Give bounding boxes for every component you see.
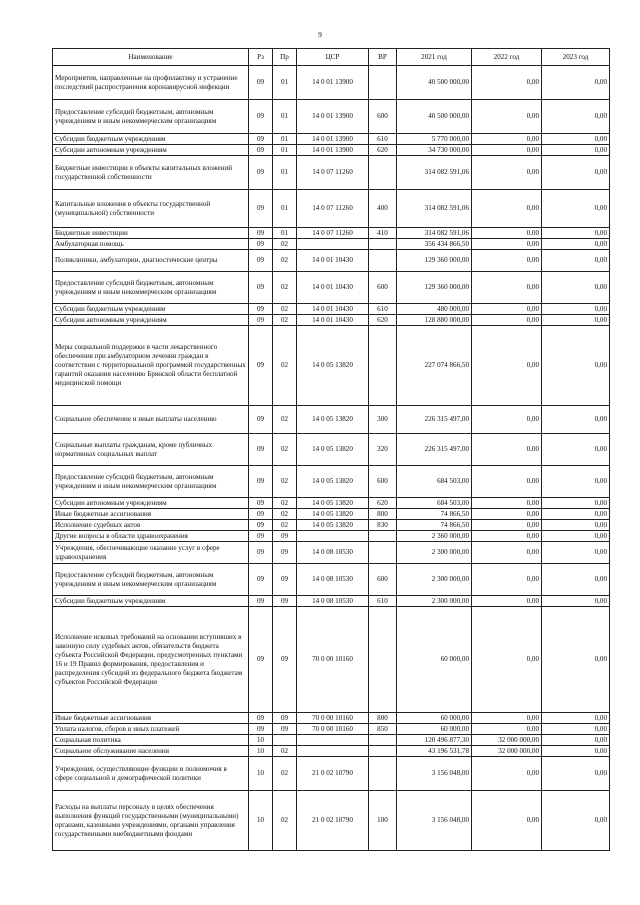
row-amount-2023: 0,00 — [542, 509, 610, 520]
row-rz: 09 — [249, 315, 273, 326]
row-rz: 09 — [249, 406, 273, 434]
row-amount-2021: 684 503,00 — [397, 498, 472, 509]
row-amount-2021: 34 730 000,00 — [397, 145, 472, 156]
row-amount-2022: 0,00 — [472, 531, 542, 542]
row-amount-2022: 0,00 — [472, 315, 542, 326]
row-amount-2021: 2 300 000,00 — [397, 542, 472, 564]
row-pr: 02 — [273, 315, 297, 326]
row-amount-2023: 0,00 — [542, 239, 610, 250]
row-amount-2021: 5 770 000,00 — [397, 134, 472, 145]
table-row — [53, 66, 610, 100]
table-row — [53, 791, 610, 851]
row-vr: 600 — [369, 272, 397, 304]
row-amount-2021: 3 156 048,00 — [397, 757, 472, 791]
row-vr — [369, 757, 397, 791]
row-rz: 09 — [249, 100, 273, 134]
table-row — [53, 239, 610, 250]
table-row — [53, 542, 610, 564]
table-row — [53, 156, 610, 190]
row-csr: 14 0 01 10430 — [297, 272, 369, 304]
row-name: Поликлиники, амбулатории, диагностические центры — [53, 250, 249, 272]
row-name: Субсидии бюджетным учреждениям — [53, 134, 249, 145]
row-amount-2023: 0,00 — [542, 713, 610, 724]
row-amount-2021: 60 000,00 — [397, 607, 472, 713]
row-amount-2021: 40 500 000,00 — [397, 66, 472, 100]
row-amount-2021: 314 082 591,06 — [397, 228, 472, 239]
row-pr: 02 — [273, 509, 297, 520]
row-pr: 02 — [273, 406, 297, 434]
row-pr: 09 — [273, 607, 297, 713]
table-row — [53, 250, 610, 272]
row-vr: 410 — [369, 228, 397, 239]
row-rz: 10 — [249, 746, 273, 757]
row-rz: 09 — [249, 250, 273, 272]
row-vr — [369, 531, 397, 542]
row-amount-2022: 0,00 — [472, 228, 542, 239]
row-amount-2023: 0,00 — [542, 724, 610, 735]
row-vr: 610 — [369, 134, 397, 145]
row-amount-2022: 0,00 — [472, 498, 542, 509]
row-amount-2022: 0,00 — [472, 304, 542, 315]
row-csr: 14 0 08 10530 — [297, 596, 369, 607]
row-name: Субсидии автономным учреждениям — [53, 498, 249, 509]
row-amount-2021: 684 503,00 — [397, 466, 472, 498]
row-rz: 09 — [249, 66, 273, 100]
row-vr: 600 — [369, 466, 397, 498]
row-pr: 02 — [273, 326, 297, 406]
row-pr: 09 — [273, 713, 297, 724]
row-pr: 02 — [273, 791, 297, 851]
table-row — [53, 564, 610, 596]
row-csr: 70 0 00 10160 — [297, 607, 369, 713]
row-amount-2021: 314 082 591,06 — [397, 156, 472, 190]
row-amount-2021: 60 000,00 — [397, 713, 472, 724]
row-vr — [369, 156, 397, 190]
row-amount-2023: 0,00 — [542, 542, 610, 564]
row-pr: 02 — [273, 746, 297, 757]
table-row — [53, 100, 610, 134]
row-amount-2021: 129 360 000,00 — [397, 272, 472, 304]
row-name: Расходы на выплаты персоналу в целях обеспечения выполнения функций государственными (муниципальными) органами, казенными учреждениями, органами управления государственными внебюджетными фондами — [53, 791, 249, 851]
table-row — [53, 735, 610, 746]
row-vr — [369, 250, 397, 272]
row-rz: 09 — [249, 145, 273, 156]
row-rz: 09 — [249, 607, 273, 713]
row-amount-2022: 0,00 — [472, 190, 542, 228]
row-amount-2021: 2 300 000,00 — [397, 564, 472, 596]
row-amount-2023: 0,00 — [542, 190, 610, 228]
row-name: Бюджетные инвестиции в объекты капитальных вложений государственной собственности — [53, 156, 249, 190]
row-csr: 14 0 01 13900 — [297, 100, 369, 134]
row-pr: 01 — [273, 228, 297, 239]
row-amount-2021: 226 315 497,00 — [397, 406, 472, 434]
row-name: Другие вопросы в области здравоохранения — [53, 531, 249, 542]
row-pr: 01 — [273, 100, 297, 134]
row-amount-2023: 0,00 — [542, 145, 610, 156]
row-amount-2021: 2 360 000,00 — [397, 531, 472, 542]
row-vr — [369, 66, 397, 100]
row-amount-2021: 2 300 000,00 — [397, 596, 472, 607]
table-row — [53, 498, 610, 509]
row-amount-2023: 0,00 — [542, 498, 610, 509]
table-row — [53, 315, 610, 326]
row-vr — [369, 735, 397, 746]
header-2021: 2021 год — [397, 49, 472, 66]
row-rz: 10 — [249, 735, 273, 746]
row-amount-2022: 0,00 — [472, 134, 542, 145]
row-amount-2023: 0,00 — [542, 228, 610, 239]
row-amount-2023: 0,00 — [542, 272, 610, 304]
row-csr: 14 0 08 10530 — [297, 542, 369, 564]
table-row — [53, 466, 610, 498]
row-amount-2023: 0,00 — [542, 596, 610, 607]
row-csr: 14 0 08 10530 — [297, 564, 369, 596]
row-pr — [273, 735, 297, 746]
row-amount-2023: 0,00 — [542, 791, 610, 851]
row-name: Меры социальной поддержки в части лекарственного обеспечения при амбулаторном лечении граждан в соответствии с территориальной программой государственных гарантий оказания населению Брянской области бесплатной медицинской помощи — [53, 326, 249, 406]
row-amount-2022: 0,00 — [472, 272, 542, 304]
row-amount-2021: 74 866,50 — [397, 509, 472, 520]
page-number: 9 — [318, 30, 322, 39]
row-amount-2022: 0,00 — [472, 156, 542, 190]
row-csr: 14 0 05 13820 — [297, 498, 369, 509]
row-vr — [369, 607, 397, 713]
row-amount-2022: 0,00 — [472, 250, 542, 272]
table-row — [53, 304, 610, 315]
row-name: Предоставление субсидий бюджетным, автономным учреждениям и иным некоммерческим организациям — [53, 272, 249, 304]
row-name: Иные бюджетные ассигнования — [53, 509, 249, 520]
row-amount-2022: 0,00 — [472, 239, 542, 250]
row-amount-2022: 0,00 — [472, 520, 542, 531]
row-amount-2021: 314 082 591,06 — [397, 190, 472, 228]
table-row — [53, 520, 610, 531]
row-name: Социальная политика — [53, 735, 249, 746]
row-pr: 02 — [273, 498, 297, 509]
row-amount-2023: 0,00 — [542, 466, 610, 498]
row-amount-2023: 0,00 — [542, 434, 610, 466]
row-rz: 09 — [249, 466, 273, 498]
row-name: Субсидии бюджетным учреждениям — [53, 304, 249, 315]
row-amount-2022: 0,00 — [472, 509, 542, 520]
row-rz: 09 — [249, 542, 273, 564]
row-name: Учреждения, обеспечивающие оказание услуг в сфере здравоохранения — [53, 542, 249, 564]
row-amount-2022: 0,00 — [472, 406, 542, 434]
row-csr: 70 0 00 10160 — [297, 713, 369, 724]
budget-table — [52, 48, 610, 851]
row-name: Субсидии автономным учреждениям — [53, 315, 249, 326]
row-rz: 09 — [249, 239, 273, 250]
row-amount-2022: 32 000 000,00 — [472, 735, 542, 746]
header-2022: 2022 год — [472, 49, 542, 66]
row-csr: 14 0 05 13820 — [297, 466, 369, 498]
row-vr: 800 — [369, 713, 397, 724]
row-amount-2022: 0,00 — [472, 713, 542, 724]
table-row — [53, 713, 610, 724]
row-amount-2023: 0,00 — [542, 531, 610, 542]
row-pr: 02 — [273, 239, 297, 250]
header-rz: Рз — [249, 49, 273, 66]
row-vr: 620 — [369, 498, 397, 509]
row-csr: 14 0 07 11260 — [297, 228, 369, 239]
table-row — [53, 724, 610, 735]
header-pr: Пр — [273, 49, 297, 66]
row-csr: 21 0 02 10790 — [297, 791, 369, 851]
row-rz: 09 — [249, 520, 273, 531]
row-rz: 09 — [249, 724, 273, 735]
row-vr: 600 — [369, 100, 397, 134]
row-amount-2021: 40 500 000,00 — [397, 100, 472, 134]
row-name: Исполнение исковых требований на основании вступивших в законную силу судебных актов, обязательств бюджета субъекта Российской Федерации, предусмотренных пунктами 16 и 19 Правил формирования, предоставления и распределения субсидий из федерального бюджета бюджетам субъектов Российской Федерации — [53, 607, 249, 713]
table-row — [53, 145, 610, 156]
row-amount-2022: 0,00 — [472, 542, 542, 564]
row-amount-2022: 0,00 — [472, 434, 542, 466]
row-csr: 14 0 05 13820 — [297, 509, 369, 520]
row-amount-2021: 60 000,00 — [397, 724, 472, 735]
header-csr: ЦСР — [297, 49, 369, 66]
row-amount-2023: 0,00 — [542, 520, 610, 531]
row-rz: 09 — [249, 134, 273, 145]
table-row — [53, 509, 610, 520]
row-amount-2022: 0,00 — [472, 145, 542, 156]
row-pr: 02 — [273, 466, 297, 498]
table-row — [53, 228, 610, 239]
row-amount-2021: 227 074 866,50 — [397, 326, 472, 406]
row-rz: 09 — [249, 509, 273, 520]
table-row — [53, 607, 610, 713]
row-amount-2022: 0,00 — [472, 326, 542, 406]
table-row — [53, 326, 610, 406]
header-name: Наименование — [53, 49, 249, 66]
row-pr: 01 — [273, 156, 297, 190]
row-name: Субсидии бюджетным учреждениям — [53, 596, 249, 607]
row-amount-2022: 32 000 000,00 — [472, 746, 542, 757]
row-csr — [297, 746, 369, 757]
table-row — [53, 406, 610, 434]
row-pr: 02 — [273, 272, 297, 304]
row-vr — [369, 239, 397, 250]
row-csr: 14 0 05 13820 — [297, 434, 369, 466]
row-amount-2023: 0,00 — [542, 315, 610, 326]
row-name: Предоставление субсидий бюджетным, автономным учреждениям и иным некоммерческим организациям — [53, 100, 249, 134]
row-vr: 620 — [369, 145, 397, 156]
row-amount-2023: 0,00 — [542, 250, 610, 272]
row-amount-2023: 0,00 — [542, 735, 610, 746]
row-csr — [297, 735, 369, 746]
row-amount-2021: 480 000,00 — [397, 304, 472, 315]
row-vr: 610 — [369, 596, 397, 607]
header-2023: 2023 год — [542, 49, 610, 66]
row-pr: 02 — [273, 304, 297, 315]
row-name: Бюджетные инвестиции — [53, 228, 249, 239]
table-row — [53, 746, 610, 757]
row-name: Социальное обслуживание населения — [53, 746, 249, 757]
table-body — [53, 66, 610, 851]
row-amount-2022: 0,00 — [472, 791, 542, 851]
row-rz: 10 — [249, 791, 273, 851]
row-vr: 610 — [369, 304, 397, 315]
row-vr: 830 — [369, 520, 397, 531]
row-name: Субсидии автономным учреждениям — [53, 145, 249, 156]
row-pr: 01 — [273, 66, 297, 100]
row-vr: 300 — [369, 406, 397, 434]
row-csr: 14 0 01 13900 — [297, 66, 369, 100]
table-row — [53, 531, 610, 542]
row-csr: 14 0 07 11260 — [297, 156, 369, 190]
row-amount-2021: 226 315 497,00 — [397, 434, 472, 466]
row-csr: 14 0 01 13900 — [297, 134, 369, 145]
row-vr: 850 — [369, 724, 397, 735]
row-amount-2022: 0,00 — [472, 564, 542, 596]
row-rz: 09 — [249, 531, 273, 542]
row-csr: 70 0 00 10160 — [297, 724, 369, 735]
row-amount-2021: 128 880 000,00 — [397, 315, 472, 326]
header-vr: ВР — [369, 49, 397, 66]
row-name: Иные бюджетные ассигнования — [53, 713, 249, 724]
row-amount-2022: 0,00 — [472, 466, 542, 498]
row-vr — [369, 746, 397, 757]
row-pr: 09 — [273, 564, 297, 596]
row-amount-2021: 356 434 866,50 — [397, 239, 472, 250]
row-pr: 02 — [273, 757, 297, 791]
table-header-row — [53, 49, 610, 66]
row-name: Предоставление субсидий бюджетным, автономным учреждениям и иным некоммерческим организациям — [53, 564, 249, 596]
row-vr: 800 — [369, 509, 397, 520]
row-vr: 600 — [369, 564, 397, 596]
row-amount-2021: 120 496 877,30 — [397, 735, 472, 746]
table-row — [53, 190, 610, 228]
row-csr: 14 0 01 10430 — [297, 250, 369, 272]
row-pr: 09 — [273, 531, 297, 542]
row-name: Исполнение судебных актов — [53, 520, 249, 531]
row-amount-2021: 129 360 000,00 — [397, 250, 472, 272]
table-row — [53, 134, 610, 145]
row-amount-2022: 0,00 — [472, 100, 542, 134]
row-pr: 01 — [273, 145, 297, 156]
row-amount-2023: 0,00 — [542, 304, 610, 315]
row-amount-2023: 0,00 — [542, 406, 610, 434]
row-vr — [369, 326, 397, 406]
row-csr: 14 0 07 11260 — [297, 190, 369, 228]
row-amount-2023: 0,00 — [542, 746, 610, 757]
row-pr: 09 — [273, 724, 297, 735]
row-amount-2022: 0,00 — [472, 724, 542, 735]
row-amount-2023: 0,00 — [542, 156, 610, 190]
table-row — [53, 596, 610, 607]
row-vr: 400 — [369, 190, 397, 228]
row-csr: 14 0 01 10430 — [297, 304, 369, 315]
row-amount-2022: 0,00 — [472, 596, 542, 607]
row-rz: 09 — [249, 498, 273, 509]
row-rz: 10 — [249, 757, 273, 791]
row-amount-2021: 43 196 531,78 — [397, 746, 472, 757]
row-vr — [369, 542, 397, 564]
row-amount-2023: 0,00 — [542, 100, 610, 134]
row-name: Капитальные вложения в объекты государственной (муниципальной) собственности — [53, 190, 249, 228]
row-vr: 100 — [369, 791, 397, 851]
row-name: Социальные выплаты гражданам, кроме публичных нормативных социальных выплат — [53, 434, 249, 466]
row-pr: 02 — [273, 520, 297, 531]
row-name: Социальное обеспечение и иные выплаты населению — [53, 406, 249, 434]
row-amount-2023: 0,00 — [542, 326, 610, 406]
row-rz: 09 — [249, 272, 273, 304]
row-rz: 09 — [249, 713, 273, 724]
row-name: Амбулаторная помощь — [53, 239, 249, 250]
row-rz: 09 — [249, 190, 273, 228]
row-csr: 14 0 01 10430 — [297, 315, 369, 326]
row-csr: 14 0 01 13900 — [297, 145, 369, 156]
row-rz: 09 — [249, 564, 273, 596]
row-rz: 09 — [249, 326, 273, 406]
row-name: Уплата налогов, сборов и иных платежей — [53, 724, 249, 735]
row-csr — [297, 239, 369, 250]
row-csr: 14 0 05 13820 — [297, 406, 369, 434]
row-rz: 09 — [249, 228, 273, 239]
row-rz: 09 — [249, 304, 273, 315]
row-pr: 09 — [273, 542, 297, 564]
row-pr: 01 — [273, 134, 297, 145]
table-row — [53, 434, 610, 466]
row-csr: 14 0 05 13820 — [297, 520, 369, 531]
row-csr — [297, 531, 369, 542]
row-vr: 620 — [369, 315, 397, 326]
row-rz: 09 — [249, 156, 273, 190]
row-rz: 09 — [249, 596, 273, 607]
table-row — [53, 757, 610, 791]
row-pr: 01 — [273, 190, 297, 228]
row-amount-2021: 74 866,50 — [397, 520, 472, 531]
row-vr: 320 — [369, 434, 397, 466]
row-amount-2023: 0,00 — [542, 757, 610, 791]
row-pr: 02 — [273, 250, 297, 272]
row-amount-2022: 0,00 — [472, 66, 542, 100]
row-amount-2023: 0,00 — [542, 134, 610, 145]
row-amount-2023: 0,00 — [542, 66, 610, 100]
row-pr: 02 — [273, 434, 297, 466]
row-amount-2021: 3 156 048,00 — [397, 791, 472, 851]
row-csr: 21 0 02 10790 — [297, 757, 369, 791]
row-amount-2022: 0,00 — [472, 607, 542, 713]
row-name: Мероприятия, направленные на профилактику и устранение последствий распространения коронавирусной инфекции — [53, 66, 249, 100]
row-amount-2022: 0,00 — [472, 757, 542, 791]
row-amount-2023: 0,00 — [542, 607, 610, 713]
row-rz: 09 — [249, 434, 273, 466]
row-amount-2023: 0,00 — [542, 564, 610, 596]
row-name: Предоставление субсидий бюджетным, автономным учреждениям и иным некоммерческим организациям — [53, 466, 249, 498]
table-row — [53, 272, 610, 304]
row-csr: 14 0 05 13820 — [297, 326, 369, 406]
row-name: Учреждения, осуществляющие функции и полномочия в сфере социальной и демографической политики — [53, 757, 249, 791]
row-pr: 09 — [273, 596, 297, 607]
